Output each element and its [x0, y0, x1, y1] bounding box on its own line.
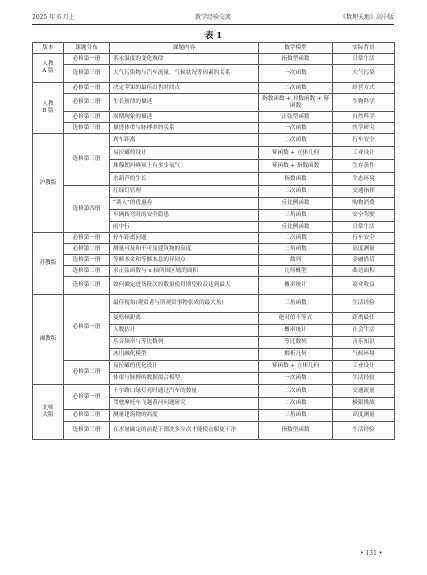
table-row [33, 361, 395, 373]
cell-topic: 测量建筑物的高度 [110, 410, 259, 422]
table-row [33, 54, 395, 65]
cell-background: 气候环境 [333, 349, 395, 361]
cell-semester: 选修第四册 [64, 186, 110, 233]
cell-background: 医学研究 [333, 123, 395, 134]
col-header-semester: 课题分布 [64, 43, 110, 54]
cell-topic: 大气污染物与汽车流量、气候状况等因素的关系 [110, 65, 259, 83]
cell-background: 交通流量 [333, 385, 395, 398]
cell-model: 反比例函数 [259, 222, 333, 233]
table-header-row [33, 43, 395, 54]
cell-semester: 必修第一册 [64, 385, 110, 410]
cell-background: 安全驾驶 [333, 210, 395, 222]
cell-topic: 茶水温度的变化规律 [110, 54, 259, 65]
cell-model: 三角函数 [259, 410, 333, 422]
cell-background: 经营方式 [333, 83, 395, 94]
cell-background: 距离最佳 [333, 313, 395, 325]
table-row [33, 112, 395, 123]
table-row [33, 295, 395, 313]
cell-model: 二次函数 [259, 398, 333, 410]
cell-topic: 如何确定进货批次的数量使得期望收益达到最大 [110, 277, 259, 295]
table-row [33, 65, 395, 83]
cell-semester: 必修第三册 [64, 112, 110, 123]
cell-model: 二次函数 [259, 233, 333, 244]
cell-version: 人教 B 版 [33, 83, 64, 134]
cell-model: 概率统计 [259, 277, 333, 295]
table-row [33, 385, 395, 398]
cell-background: 高度测量 [333, 244, 395, 255]
cell-semester: 选修第三册 [64, 134, 110, 186]
cell-version: 北师 大版 [33, 385, 64, 440]
cell-topic: 水葫芦的生长 [110, 173, 259, 186]
table-row [33, 233, 395, 244]
cell-topic: 体重与脉搏的数据拟合模型 [110, 373, 259, 385]
curriculum-table [32, 42, 395, 440]
cell-background: 日常生活 [333, 222, 395, 233]
cell-background: 自然科学 [333, 112, 395, 123]
cell-topic: 易拉罐的优化设计 [110, 361, 259, 373]
table-title: 表 1 [204, 31, 223, 41]
cell-model: 正弦型函数 [259, 112, 333, 123]
cell-background: 行车安全 [333, 233, 395, 244]
cell-semester: 必修第二册 [64, 361, 110, 385]
cell-topic: 等额本金和等额本息的异同点 [110, 255, 259, 266]
cell-model: 幂函数 + 立体几何 [259, 147, 333, 160]
table-row [33, 123, 395, 134]
cell-model: 解析几何 [259, 349, 333, 361]
cell-topic: 红绿灯管理 [110, 186, 259, 198]
cell-topic: 测量可及和不可及建筑物的高度 [110, 244, 259, 255]
cell-model: 三角函数 [259, 210, 333, 222]
cell-background: 曲边面积 [333, 266, 395, 277]
cell-background: 日常生活 [333, 54, 395, 65]
cell-model: 一次函数 [259, 65, 333, 83]
cell-background: 生态环境 [333, 173, 395, 186]
cell-topic: 人数估计 [110, 325, 259, 337]
cell-model: 二次函数 [259, 134, 333, 147]
cell-topic: 在水量确定的前提下漂洗多少次才能使衣服更干净 [110, 422, 259, 440]
cell-model: 几何概型 [259, 266, 333, 277]
cell-topic: 冰川融化模型 [110, 349, 259, 361]
cell-topic: 生长规律的描述 [110, 94, 259, 112]
cell-model: 指数函数 [259, 173, 333, 186]
cell-model: 指数型函数 [259, 54, 333, 65]
header-rule [32, 24, 394, 25]
cell-background: 商业收益 [333, 277, 395, 295]
cell-background: 音乐知识 [333, 337, 395, 349]
cell-background: 生活经验 [333, 373, 395, 385]
cell-model: 一次函数 [259, 373, 333, 385]
cell-semester: 必修第二册 [64, 410, 110, 422]
cell-model: 二次函数 [259, 186, 333, 198]
cell-background: 工业设计 [333, 361, 395, 373]
cell-topic: 十字路口绿灯亮时通过汽车的数量 [110, 385, 259, 398]
cell-topic: 驾驶摩托车飞越黄河问题研究 [110, 398, 259, 410]
cell-version: 苏教版 [33, 233, 64, 295]
cell-background: 交通指挥 [333, 186, 395, 198]
cell-topic: 刹车距离 [110, 134, 259, 147]
cell-version: 湘教版 [33, 295, 64, 385]
cell-topic: 描述体重与脉搏率的关系 [110, 123, 259, 134]
cell-background: 高度测量 [333, 410, 395, 422]
header-issue: 2025 年 6 月上 [32, 14, 75, 21]
table-row [33, 186, 395, 198]
col-header-background: 实际背景 [333, 43, 395, 54]
cell-topic: 停车距离问题 [110, 233, 259, 244]
cell-semester: 必修第一册 [64, 54, 110, 65]
cell-topic: “诱人”的优惠券 [110, 198, 259, 210]
cell-semester: 选修第一册 [64, 255, 110, 266]
cell-topic: 易拉罐的设计 [110, 147, 259, 160]
cell-topic: 决定苹果的最佳出售时间点 [110, 83, 259, 94]
table-row [33, 410, 395, 422]
cell-model: 指数型函数 [259, 422, 333, 440]
cell-background: 生活经验 [333, 295, 395, 313]
cell-semester: 必修第二册 [64, 94, 110, 112]
page-number: • 131 • [360, 550, 383, 557]
cell-topic: 曼哈顿距离 [110, 313, 259, 325]
cell-background: 极限挑战 [333, 398, 395, 410]
cell-model: 一次函数 [259, 123, 333, 134]
cell-topic: 珠穆朗玛峰顶上有多少氧气 [110, 160, 259, 173]
cell-model: 数列 [259, 255, 333, 266]
cell-semester: 选修第三册 [64, 422, 110, 440]
cell-topic: 求正弦函数与 x 轴所围区域的面积 [110, 266, 259, 277]
cell-model: 三角函数 [259, 244, 333, 255]
cell-topic: 车辆转弯时的安全隐患 [110, 210, 259, 222]
cell-semester: 选修第三册 [64, 123, 110, 134]
table-row [33, 134, 395, 147]
cell-model: 概率统计 [259, 325, 333, 337]
cell-model: 二次函数 [259, 83, 333, 94]
cell-version: 沪教版 [33, 134, 64, 233]
cell-background: 工业设计 [333, 147, 395, 160]
cell-model: 绝对值不等式 [259, 313, 333, 325]
cell-semester: 选修第三册 [64, 65, 110, 83]
cell-version: 人教 A 版 [33, 54, 64, 83]
cell-model: 二次函数 [259, 385, 333, 398]
table-row [33, 255, 395, 266]
table-row [33, 94, 395, 112]
cell-semester: 必修第一册 [64, 295, 110, 361]
col-header-topic: 课题内容 [110, 43, 259, 54]
header-section: 教学经验交流 [194, 14, 231, 21]
header-journal: 《数理天地》高中版 [339, 14, 394, 21]
table-row [33, 422, 395, 440]
col-header-version: 版本 [33, 43, 64, 54]
cell-background: 购物消费 [333, 198, 395, 210]
table-row [33, 277, 395, 295]
cell-semester: 选修第三册 [64, 277, 110, 295]
cell-semester: 选修第二册 [64, 266, 110, 277]
cell-topic: 周期现象的描述 [110, 112, 259, 123]
page-header [32, 12, 394, 24]
cell-model: 幂函数 + 指数函数 [259, 160, 333, 173]
cell-model: 等比数列 [259, 337, 333, 349]
cell-model: 三角函数 [259, 295, 333, 313]
table-row [33, 244, 395, 255]
cell-background: 社会生活 [333, 325, 395, 337]
cell-semester: 必修第一册 [64, 83, 110, 94]
cell-background: 大气污染 [333, 65, 395, 83]
cell-topic: 雨中行 [110, 222, 259, 233]
cell-background: 生存条件 [333, 160, 395, 173]
cell-background: 行车安全 [333, 134, 395, 147]
cell-topic: 乐音频率与等比数列 [110, 337, 259, 349]
cell-semester: 必修第二册 [64, 244, 110, 255]
cell-model: 反比例函数 [259, 198, 333, 210]
cell-background: 生物科学 [333, 94, 395, 112]
cell-semester: 必修第一册 [64, 233, 110, 244]
cell-model: 幂函数 + 立体几何 [259, 361, 333, 373]
col-header-model: 数学模型 [259, 43, 333, 54]
cell-background: 生活经验 [333, 422, 395, 440]
table-row [33, 83, 395, 94]
cell-topic: 最佳视角(观赏者与所观赏事物张成的最大角) [110, 295, 259, 313]
cell-model: 指数函数 + 对数函数 + 幂函数 [259, 94, 333, 112]
cell-background: 金融借贷 [333, 255, 395, 266]
table-row [33, 266, 395, 277]
